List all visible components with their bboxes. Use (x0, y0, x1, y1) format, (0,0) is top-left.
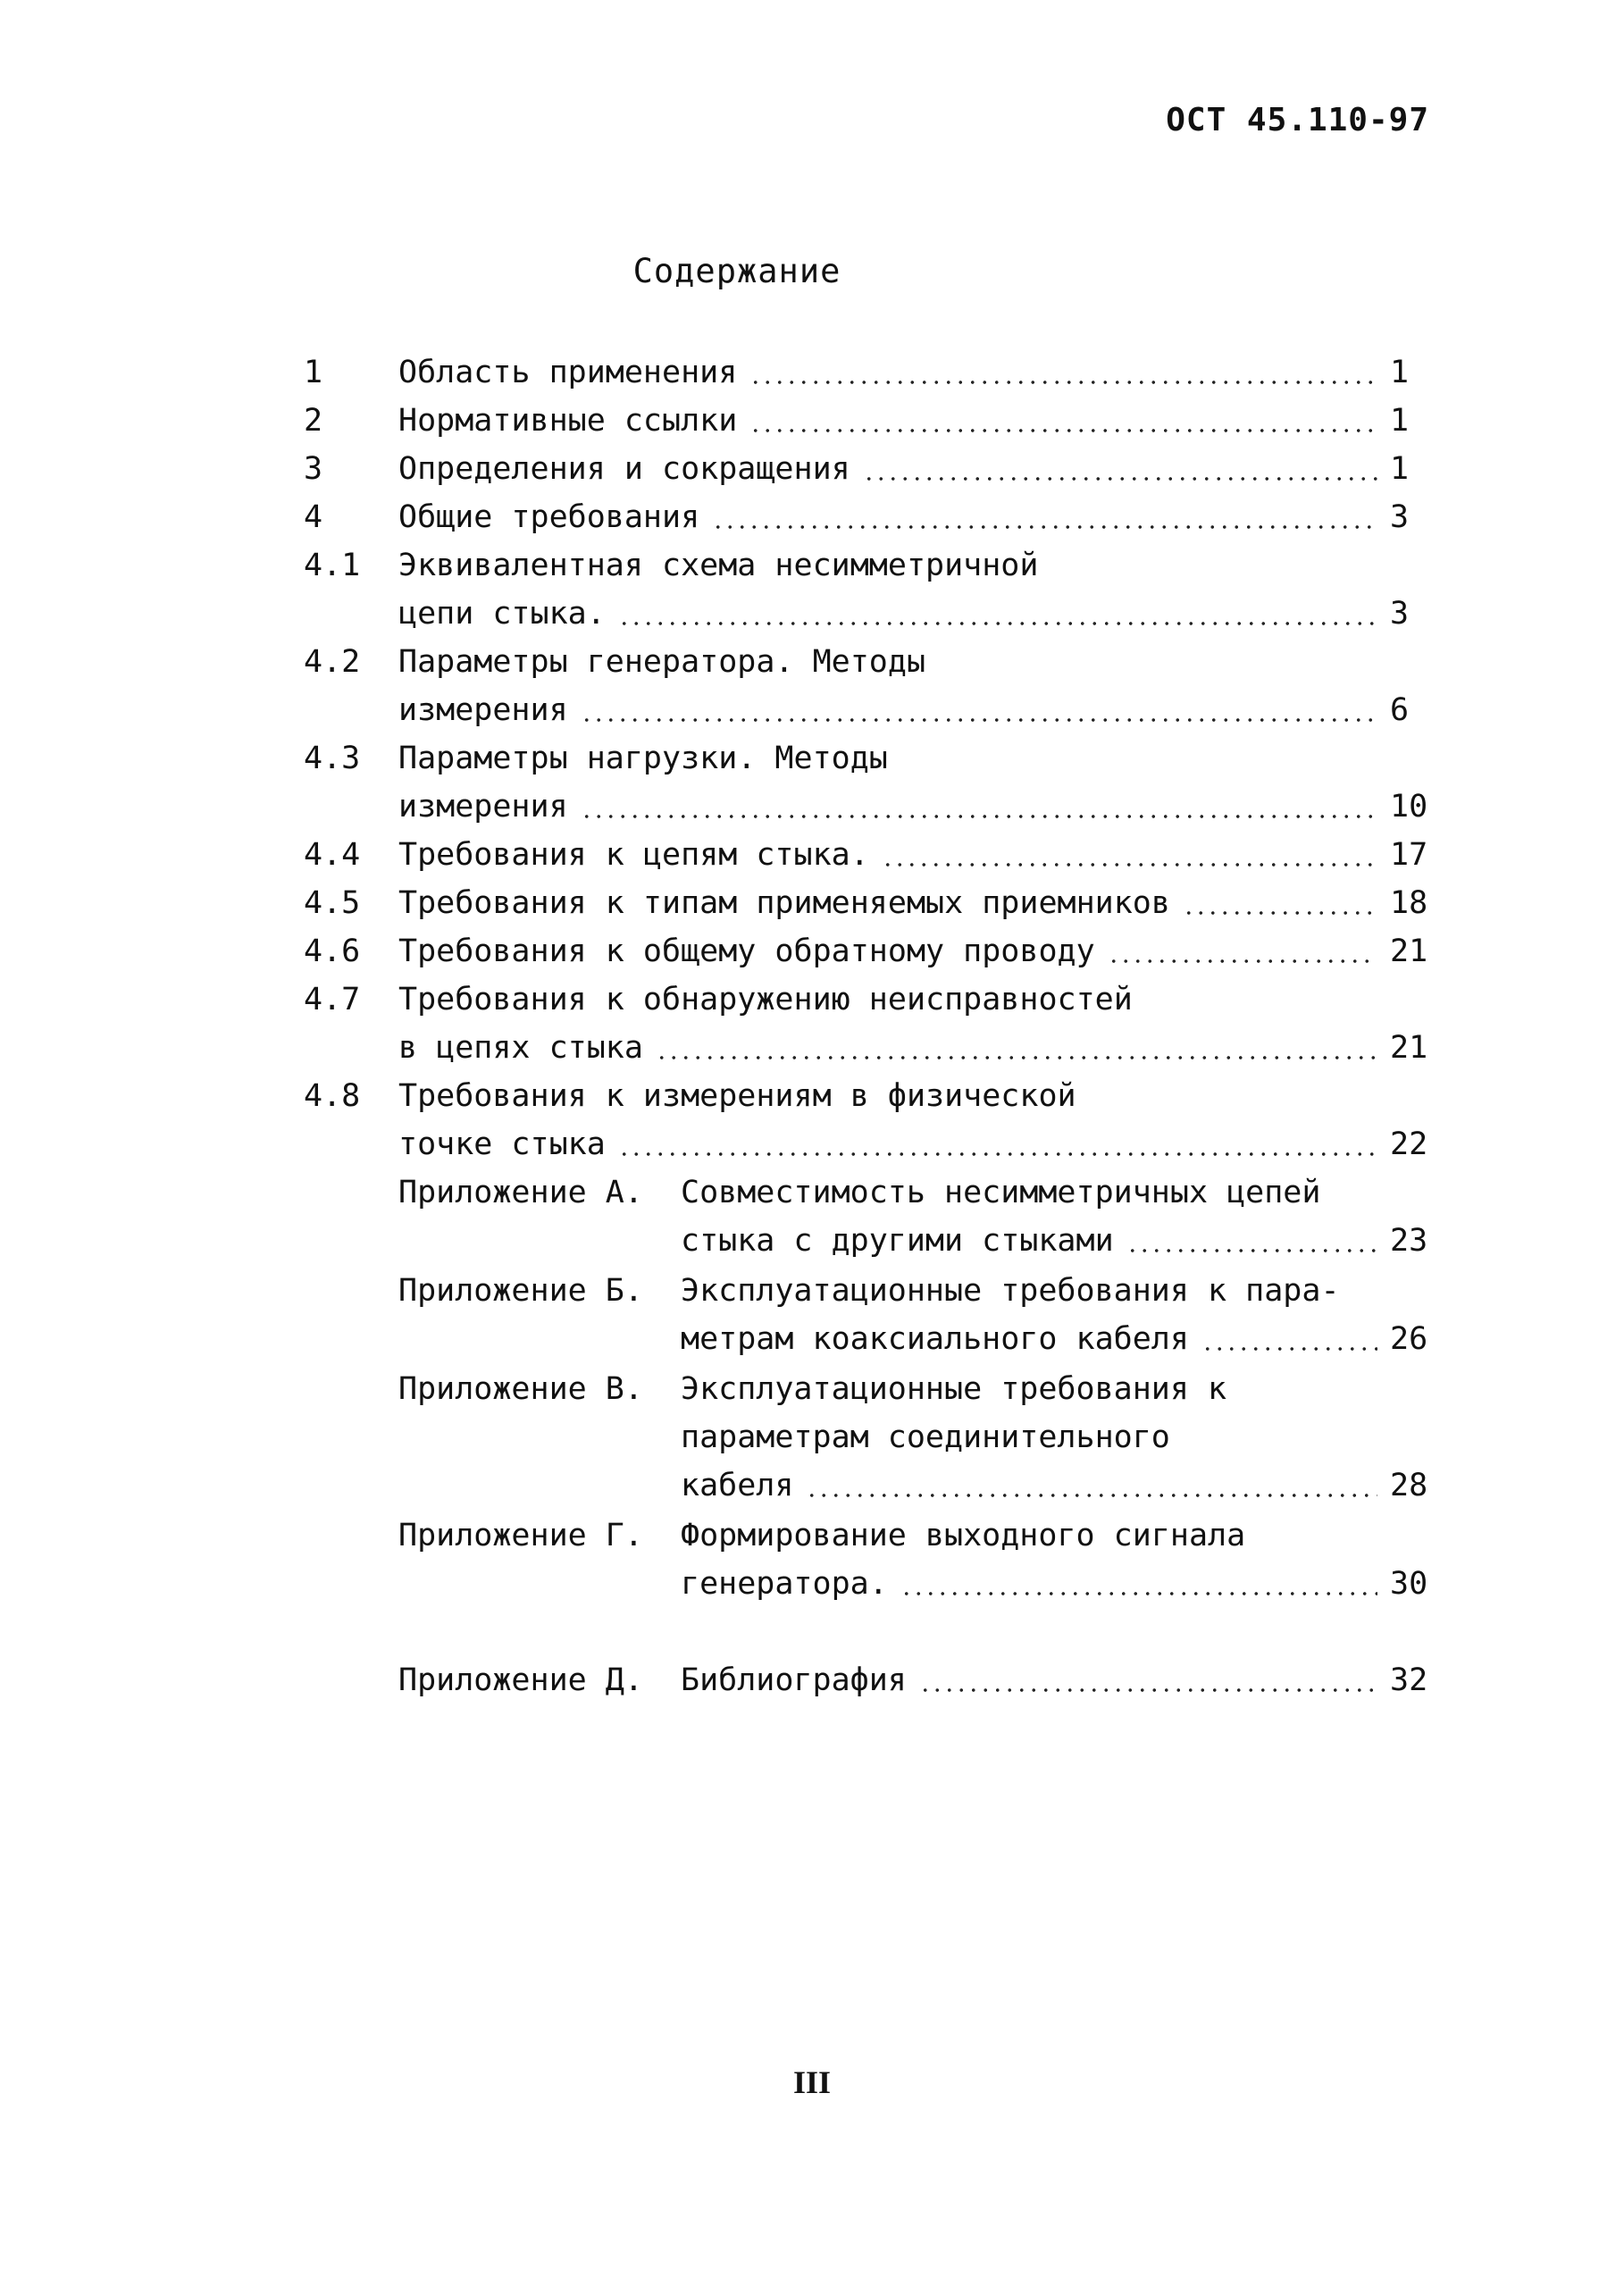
toc-page-number: 1 (1390, 451, 1410, 487)
toc-entry-title: Требования к обнаружению неисправностей (398, 982, 1133, 1017)
toc-entry-title: Требования к общему обратному проводу (398, 934, 1095, 969)
dot-leader (712, 524, 1377, 530)
toc-entry-line[interactable] (681, 1268, 1435, 1314)
toc-entry[interactable] (398, 928, 1435, 975)
page-number: III (792, 2064, 832, 2100)
toc-entry-line[interactable] (681, 1414, 1435, 1461)
toc-page-number: 28 (1390, 1468, 1428, 1503)
toc-entry[interactable] (398, 1025, 1435, 1071)
toc-entry-title: точке стыка (398, 1126, 606, 1162)
toc-number: 4.7 (304, 982, 361, 1017)
dot-leader (581, 814, 1377, 819)
toc-page-number: 1 (1390, 403, 1410, 439)
toc-entry[interactable] (398, 687, 1435, 733)
toc-entry[interactable] (398, 880, 1435, 926)
dot-leader (919, 1687, 1377, 1693)
toc-title: Содержание (632, 252, 841, 290)
dot-leader (1108, 959, 1377, 964)
toc-number: 4 (304, 499, 323, 535)
toc-page-number: 26 (1390, 1321, 1428, 1357)
toc-number: 4.6 (304, 934, 361, 969)
toc-entry-title: генератора. (681, 1566, 888, 1602)
dot-leader (1126, 1248, 1377, 1253)
toc-entry-title: измерения (398, 789, 568, 825)
toc-number: 3 (304, 451, 323, 487)
toc-entry[interactable] (398, 398, 1435, 444)
toc-entry[interactable] (398, 832, 1435, 878)
toc-page-number: 21 (1390, 1030, 1428, 1066)
toc-number: 4.4 (304, 837, 361, 873)
appendix-label: Приложение В. (398, 1371, 643, 1407)
toc-entry-title: Общие требования (398, 499, 700, 535)
toc-entry-title: Область применения (398, 355, 738, 390)
toc-entry[interactable] (398, 494, 1435, 540)
toc-page-number: 22 (1390, 1126, 1428, 1162)
dot-leader (806, 1493, 1377, 1498)
dot-leader (749, 428, 1377, 433)
dot-leader (749, 380, 1377, 385)
toc-number: 4.8 (304, 1078, 361, 1114)
toc-page-number: 3 (1390, 596, 1410, 632)
toc-entry-line[interactable] (681, 1169, 1435, 1216)
appendix-label: Приложение Б. (398, 1273, 643, 1309)
toc-page-number: 1 (1390, 355, 1410, 390)
toc-number: 2 (304, 403, 323, 439)
toc-entry-title: измерения (398, 692, 568, 728)
toc-entry-title: Нормативные ссылки (398, 403, 738, 439)
toc-entry-title: Определения и сокращения (398, 451, 850, 487)
toc-page-number: 21 (1390, 934, 1428, 969)
toc-entry-title: Эксплуатационные требования к пара- (681, 1273, 1340, 1309)
toc-entry[interactable] (681, 1561, 1435, 1607)
dot-leader (1201, 1346, 1377, 1352)
toc-entry-title: Требования к цепям стыка. (398, 837, 869, 873)
toc-page-number: 10 (1390, 789, 1428, 825)
toc-entry[interactable] (681, 1316, 1435, 1362)
toc-entry-title: Эквивалентная схема несимметричной (398, 548, 1039, 583)
toc-number: 4.3 (304, 741, 361, 776)
toc-entry-title: Совместимость несимметричных цепей (681, 1175, 1321, 1210)
toc-entry-title: в цепях стыка (398, 1030, 643, 1066)
toc-entry[interactable] (681, 1218, 1435, 1264)
toc-entry-line[interactable] (681, 1366, 1435, 1412)
toc-entry[interactable] (398, 349, 1435, 396)
dot-leader (581, 717, 1377, 723)
dot-leader (1183, 910, 1377, 916)
toc-entry[interactable] (398, 1121, 1435, 1168)
toc-number: 4.5 (304, 885, 361, 921)
toc-entry[interactable] (398, 783, 1435, 830)
appendix-label: Приложение А. (398, 1175, 643, 1210)
dot-leader (656, 1055, 1377, 1060)
toc-entry-title: Требования к типам применяемых приемников (398, 885, 1170, 921)
toc-entry-title: Параметры генератора. Методы (398, 644, 926, 680)
toc-page-number: 17 (1390, 837, 1428, 873)
toc-entry-title: параметрам соединительного (681, 1419, 1170, 1455)
toc-entry-title: Библиография (681, 1662, 907, 1698)
toc-entry-line[interactable] (398, 639, 1435, 685)
toc-page-number: 32 (1390, 1662, 1428, 1698)
toc-entry-title: кабеля (681, 1468, 794, 1503)
toc-page-number: 6 (1390, 692, 1410, 728)
dot-leader (863, 476, 1377, 481)
toc-entry-title: метрам коаксиального кабеля (681, 1321, 1189, 1357)
toc-entry-line[interactable] (398, 1073, 1435, 1119)
toc-page-number: 18 (1390, 885, 1428, 921)
dot-leader (618, 1151, 1377, 1157)
toc-number: 4.2 (304, 644, 361, 680)
toc-entry-title: Параметры нагрузки. Методы (398, 741, 888, 776)
toc-number: 1 (304, 355, 323, 390)
toc-page-number: 23 (1390, 1223, 1428, 1259)
toc-entry[interactable] (398, 590, 1435, 637)
appendix-label: Приложение Г. (398, 1518, 643, 1553)
toc-entry-line[interactable] (398, 542, 1435, 589)
toc-entry-title: стыка с другими стыками (681, 1223, 1114, 1259)
appendix-label: Приложение Д. (398, 1662, 643, 1698)
document-code: ОСТ 45.110-97 (1166, 102, 1429, 138)
toc-entry[interactable] (398, 446, 1435, 492)
toc-entry-line[interactable] (681, 1512, 1435, 1559)
toc-entry-line[interactable] (398, 976, 1435, 1023)
toc-entry-title: Требования к измерениям в физической (398, 1078, 1076, 1114)
toc-page-number: 30 (1390, 1566, 1428, 1602)
toc-entry-title: Эксплуатационные требования к (681, 1371, 1227, 1407)
dot-leader (618, 621, 1377, 626)
toc-number: 4.1 (304, 548, 361, 583)
toc-entry[interactable] (681, 1462, 1435, 1509)
toc-entry-title: цепи стыка. (398, 596, 606, 632)
toc-entry[interactable] (681, 1657, 1435, 1704)
toc-page-number: 3 (1390, 499, 1410, 535)
toc-entry-line[interactable] (398, 735, 1435, 782)
toc-entry-title: Формирование выходного сигнала (681, 1518, 1246, 1553)
dot-leader (900, 1591, 1377, 1596)
dot-leader (882, 862, 1377, 867)
